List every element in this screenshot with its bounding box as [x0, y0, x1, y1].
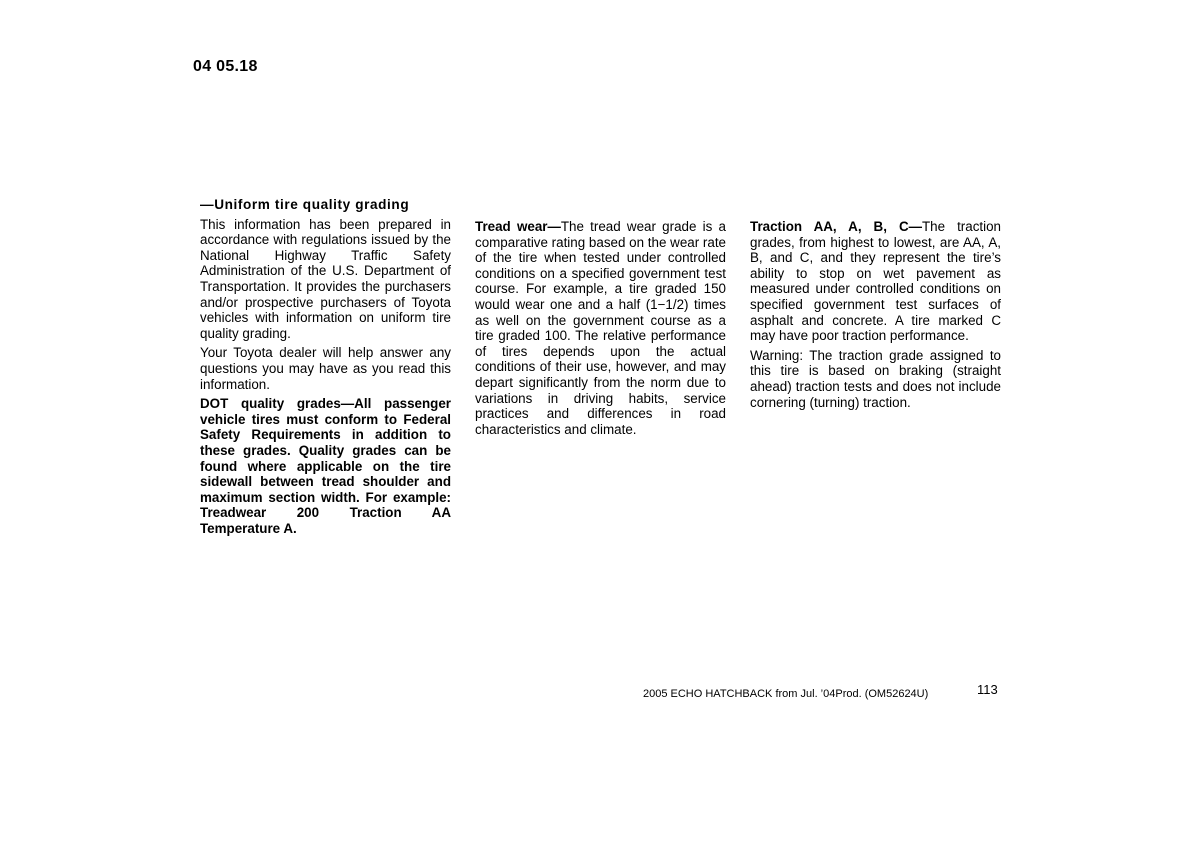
column-2	[475, 219, 726, 441]
traction-warning-paragraph: Warning: The traction grade assigned to this tire is based on braking (straight ahead) traction tests and does not include cornering (turning) traction.	[750, 347, 1001, 410]
traction-text: The traction grades, from highest to lowest, are AA, A, B, and C, and they represent the tire’s ability to stop on wet pavement as measured under controlled conditions on specified government test surfaces of asphalt and concrete. A tire marked C may have poor traction performance.	[750, 219, 1001, 344]
dealer-paragraph: Your Toyota dealer will help answer any questions you may have as you read this information.	[200, 345, 451, 392]
column-3	[750, 219, 1001, 414]
publication-footer: 2005 ECHO HATCHBACK from Jul. ’04Prod. (OM52624U)	[643, 688, 929, 700]
dot-quality-paragraph: DOT quality grades—All passenger vehicle tires must conform to Federal Safety Requirements in addition to these grades. Quality grades can be found where applicable on the tire sidewall between tread shoulder and maximum section width. For example: Treadwear 200 Traction AA Temperature A.	[200, 396, 451, 536]
intro-paragraph: This information has been prepared in accordance with regulations issued by the National Highway Traffic Safety Administration of the U.S. Department of Transportation. It provides the purchasers and/or prospective purchasers of Toyota vehicles with information on uniform tire quality grading.	[200, 216, 451, 341]
tread-wear-text: The tread wear grade is a comparative rating based on the wear rate of the tire when tested under controlled conditions on a specified government test course. For example, a tire graded 150 would wear one and a half (1−1/2) times as well on the government course as a tire graded 100. The relative performance of tires depends upon the actual conditions of their use, however, and may depart significantly from the norm due to variations in driving habits, service practices and differences in road characteristics and climate.	[475, 219, 727, 437]
tread-wear-paragraph	[475, 219, 726, 437]
page-number: 113	[977, 682, 998, 697]
date-stamp: 04 05.18	[193, 58, 258, 75]
traction-paragraph	[750, 219, 1001, 344]
column-1	[200, 197, 451, 540]
section-heading: —Uniform tire quality grading	[200, 197, 410, 212]
traction-lead: Traction AA, A, B, C—	[750, 219, 922, 234]
tread-wear-lead: Tread wear—	[475, 219, 561, 234]
